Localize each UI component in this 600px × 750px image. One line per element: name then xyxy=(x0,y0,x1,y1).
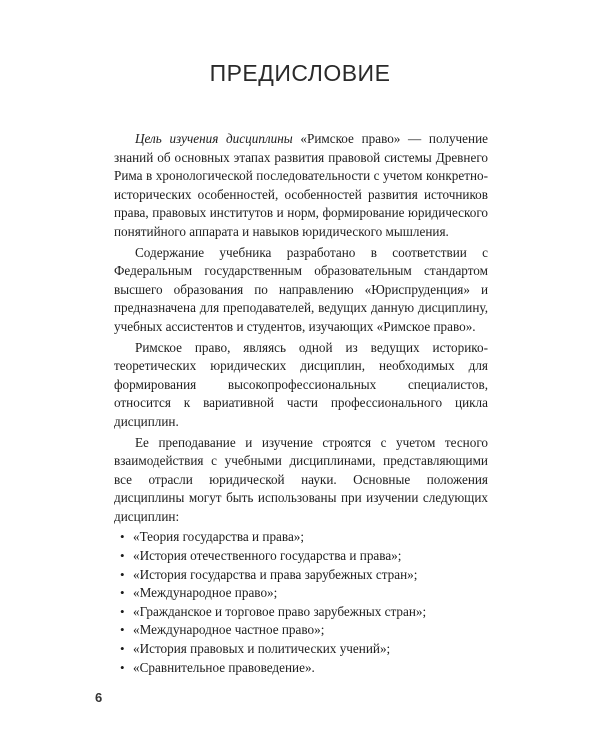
list-item xyxy=(120,547,488,566)
list-item xyxy=(120,584,488,603)
disciplines-list xyxy=(114,528,488,677)
bullet: • xyxy=(120,659,125,675)
list-item-text: «Международное частное право»; xyxy=(133,622,325,638)
list-item-text: «Теория государства и права»; xyxy=(133,529,305,545)
list-item-text: «Сравнительное правоведение». xyxy=(133,659,315,675)
page-title: ПРЕДИСЛОВИЕ xyxy=(209,60,391,86)
list-item xyxy=(120,603,488,622)
paragraph-teaching: Ее преподавание и изучение строятся с учетом тесного взаимодействия с учебными дисциплинами, представляющими все отрасли юридической науки. Основные положения дисциплины могут быть использованы при изучении следующих дисциплин: xyxy=(114,434,488,524)
list-item-text: «История отечественного государства и права»; xyxy=(133,548,402,564)
list-item xyxy=(120,659,488,678)
list-item xyxy=(120,640,488,659)
intro-italic-lead: Цель изучения дисциплины xyxy=(135,131,293,146)
list-item xyxy=(120,621,488,640)
list-item xyxy=(120,528,488,547)
bullet: • xyxy=(120,603,125,619)
page-number: 6 xyxy=(95,690,103,705)
intro-rest: «Римское право» — получение знаний об основных этапах развития правовой системы Древнего Рима в хронологической последовательности с учетом конкретно-исторических особенностей, особенностей развития источников права, правовых институтов и норм, формирование юридического понятийного аппарата и навыков юридического мышления. xyxy=(114,131,488,239)
list-item-text: «Международное право»; xyxy=(133,585,278,601)
list-item-text: «Гражданское и торговое право зарубежных стран»; xyxy=(133,603,427,619)
bullet: • xyxy=(120,585,125,601)
bullet: • xyxy=(120,548,125,564)
bullet: • xyxy=(120,529,125,545)
preface-body xyxy=(114,130,488,677)
bullet: • xyxy=(120,566,125,582)
bullet: • xyxy=(120,641,125,657)
paragraph-roman-law: Римское право, являясь одной из ведущих историко-теоретических юридических дисциплин, необходимых для формирования высокопрофессиональных специалистов, относится к вариативной части профессионального цикла дисциплин. xyxy=(114,339,488,429)
bullet: • xyxy=(120,622,125,638)
list-item-text: «История государства и права зарубежных стран»; xyxy=(133,566,418,582)
list-item-text: «История правовых и политических учений»; xyxy=(133,641,391,657)
paragraph-content: Содержание учебника разработано в соответствии с Федеральным государственным образовательным стандартом высшего образования по направлению «Юриспруденция» и предназначена для преподавателей, ведущих данную дисциплину, учебных ассистентов и студентов, изучающих «Римское право». xyxy=(114,244,488,334)
intro-paragraph xyxy=(114,130,488,242)
list-item xyxy=(120,566,488,585)
